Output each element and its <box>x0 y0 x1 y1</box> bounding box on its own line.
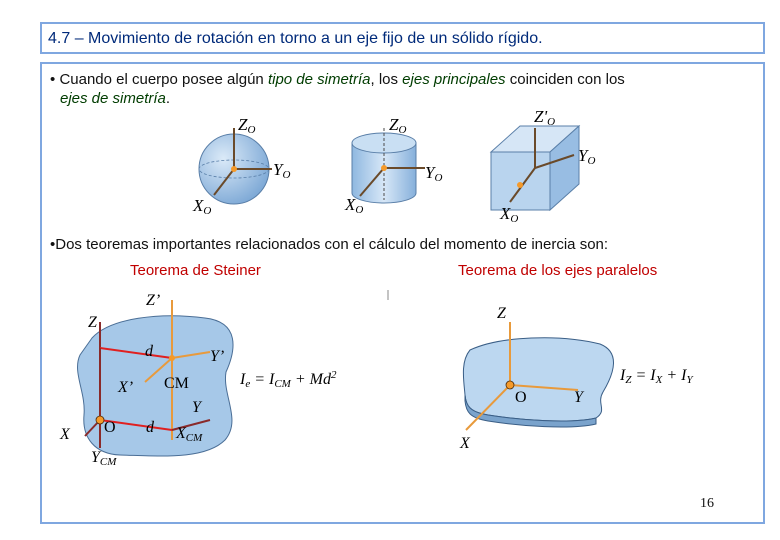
steiner-o-point <box>96 416 104 424</box>
cylinder-figure <box>352 128 425 203</box>
steiner-y-label: Y <box>192 399 201 416</box>
intro-text-3: coinciden con los <box>505 71 625 88</box>
steiner-figure <box>78 300 233 456</box>
steiner-x-label: X <box>60 426 70 443</box>
sphere-center-point <box>231 166 237 172</box>
sphere-figure <box>199 128 272 204</box>
intro-text-4: . <box>165 90 171 107</box>
term-tipo-simetria: tipo de simetría <box>267 71 371 88</box>
steiner-z-prime-label: Z’ <box>146 292 161 309</box>
steiner-z-label: Z <box>88 314 97 331</box>
sphere-x-label: XO <box>193 196 212 217</box>
steiner-d-bottom-label: d <box>146 419 154 436</box>
sphere-z-label: ZO <box>238 115 256 136</box>
steiner-d-top-label: d <box>145 343 153 360</box>
steiner-formula: Ie = ICM + $Md^2$ <box>240 369 337 390</box>
parallel-z-label: Z <box>497 305 506 322</box>
parallel-o-label: O <box>515 389 527 406</box>
steiner-x-prime-label: X’ <box>118 379 134 396</box>
cylinder-y-label: YO <box>425 163 443 184</box>
parallel-heading: Teorema de los ejes paralelos <box>458 262 658 279</box>
steiner-cm-point <box>169 355 175 361</box>
cube-front <box>491 152 550 210</box>
parallel-formula: IZ = IX + IY <box>620 367 693 386</box>
parallel-x-label: X <box>460 435 470 452</box>
intro-text-1: Cuando el cuerpo posee algún <box>59 71 268 88</box>
theorems-intro: •Dos teoremas importantes relacionados con el cálculo del momento de inercia son: <box>50 236 609 253</box>
slide-title: 4.7 – Movimiento de rotación en torno a un eje fijo de un sólido rígido. <box>48 30 543 47</box>
cube-z-label: Z'O <box>534 107 556 128</box>
intro-bullet: • <box>50 71 56 88</box>
parallel-figure <box>463 322 613 430</box>
cylinder-center-point <box>381 165 387 171</box>
steiner-heading: Teorema de Steiner <box>130 262 261 279</box>
steiner-y-cm-label: YCM <box>91 449 117 468</box>
intro-text-2: , los <box>370 71 403 88</box>
term-ejes-simetria: ejes de simetría <box>60 90 166 107</box>
term-ejes-principales: ejes principales <box>402 71 506 88</box>
page-number: 16 <box>700 496 714 511</box>
parallel-o-point <box>506 381 514 389</box>
steiner-o-label: O <box>104 419 116 436</box>
steiner-cm-label: CM <box>164 375 189 392</box>
cylinder-z-label: ZO <box>389 115 407 136</box>
sphere-y-label: YO <box>273 160 291 181</box>
steiner-x-cm-label: XCM <box>176 425 203 444</box>
steiner-y-prime-label: Y’ <box>210 348 225 365</box>
cylinder-x-label: XO <box>345 195 364 216</box>
cube-point <box>517 182 523 188</box>
cube-y-label: YO <box>578 146 596 167</box>
cube-x-label: XO <box>500 204 519 225</box>
parallel-y-label: Y <box>574 389 583 406</box>
cube-figure <box>491 126 579 210</box>
